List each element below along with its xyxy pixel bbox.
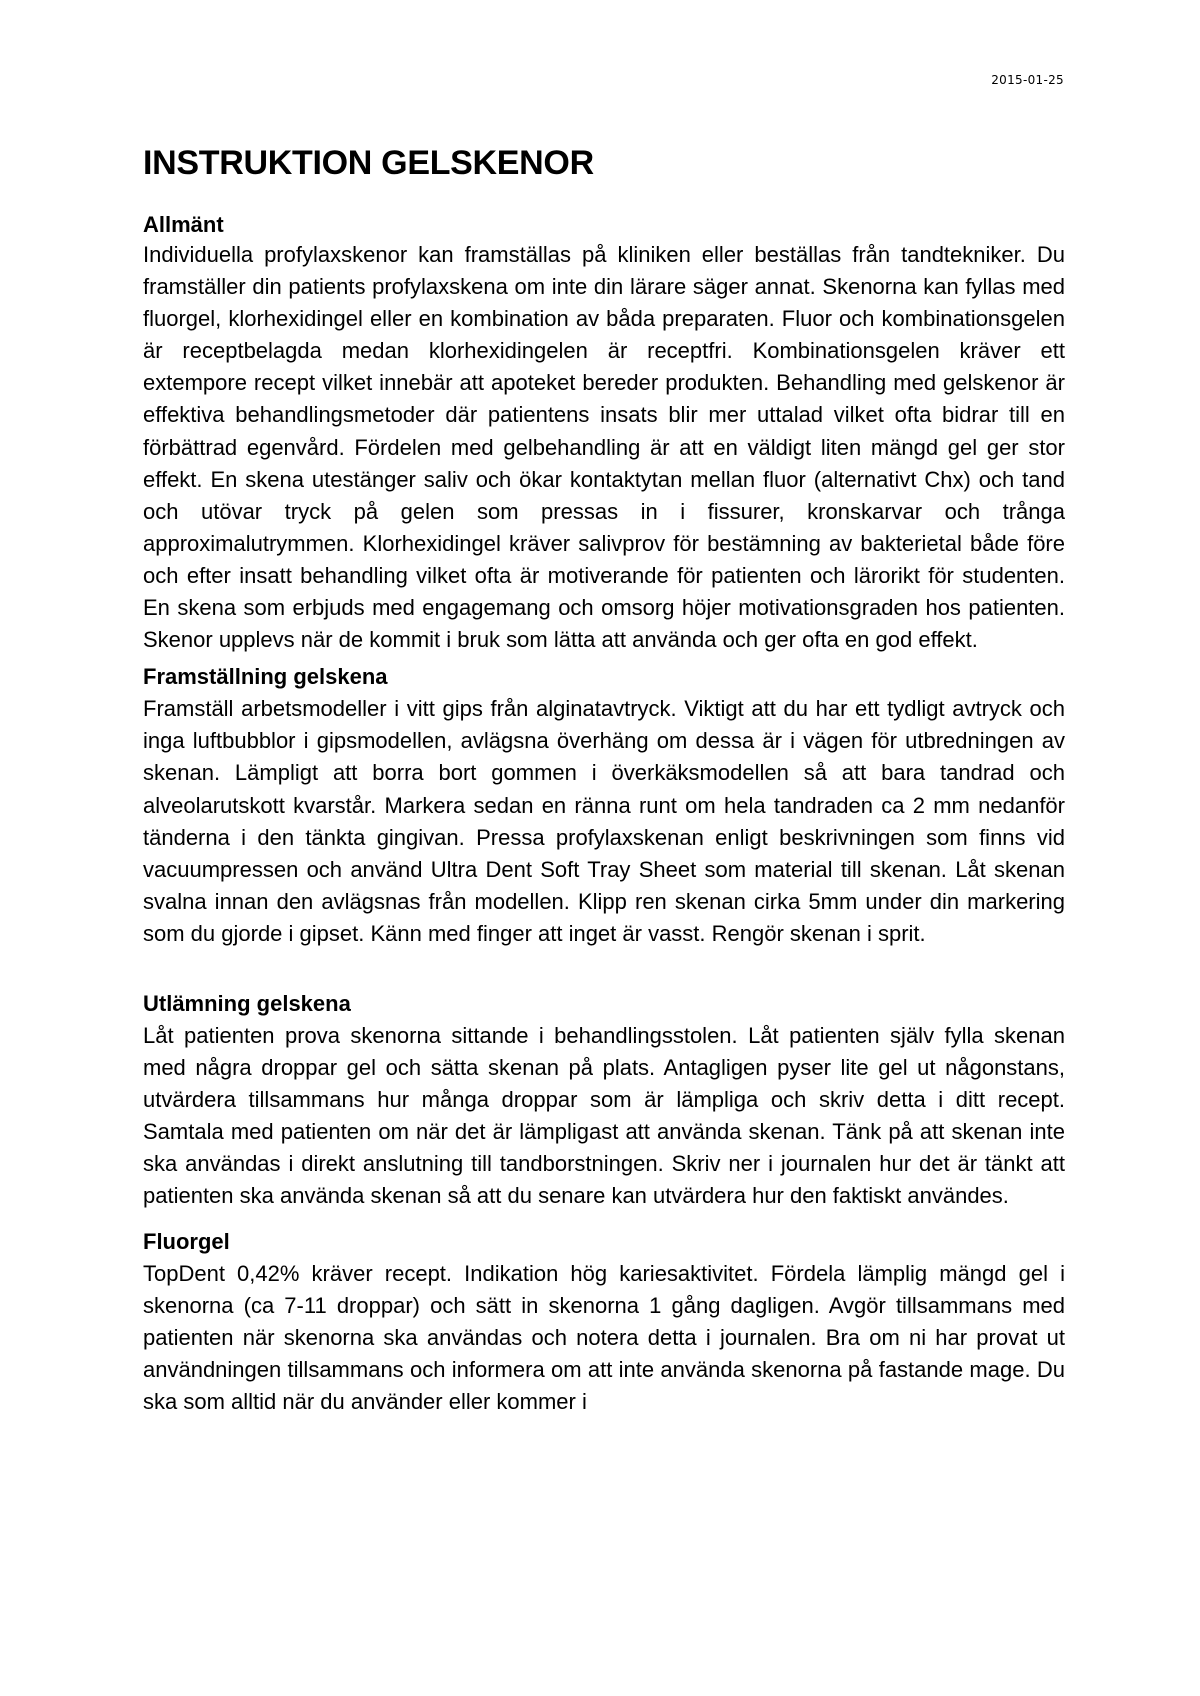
document-content xyxy=(143,142,1065,1418)
section-utlamning xyxy=(143,990,1065,1213)
section-heading: Fluorgel xyxy=(143,1228,230,1254)
section-heading: Utlämning gelskena xyxy=(143,990,351,1016)
section-allmant xyxy=(143,211,1065,656)
section-heading: Framställning gelskena xyxy=(143,664,388,690)
section-paragraph: TopDent 0,42% kräver recept. Indikation hög kariesaktivitet. Fördela lämplig mängd gel i skenorna (ca 7-11 droppar) och sätt in skenorna 1 gång dagligen. Avgör tillsammans med patienten när skenorna ska användas och notera detta i journalen. Bra om ni har provat ut användningen tillsammans och informera om att inte använda skenorna på fastande mage. Du ska som alltid när du använder eller kommer i xyxy=(143,1260,1065,1414)
section-paragraph: Individuella profylaxskenor kan framställas på kliniken eller beställas från tandtekniker. Du framställer din patients profylaxskena om inte din lärare säger annat. Skenorna kan fyllas med fluorgel, klorhexidingel eller en kombination av båda preparaten. Fluor och kombinationsgelen är receptbelagda medan klorhexidingelen är receptfri. Kombinationsgelen kräver ett extempore recept vilket innebär att apoteket bereder produkten. Behandling med gelskenor är effektiva behandlingsmetoder där patientens insats blir mer uttalad vilket ofta bidrar till en förbättrad egenvård. Fördelen med gelbehandling är att en väldigt liten mängd gel ger stor effekt. En skena utestänger saliv och ökar kontaktytan mellan fluor (alternativt Chx) och tand och utövar tryck på gelen som pressas in i fissurer, kronskarvar och trånga approximalutrymmen. Klorhexidingel kräver salivprov för bestämning av bakterietal både före och efter insatt behandling vilket ofta är motiverande för patienten och lärorikt för studenten. En skena som erbjuds med engagemang och omsorg höjer motivationsgraden hos patienten. Skenor upplevs när de kommit i bruk som lätta att använda och ger ofta en god effekt. xyxy=(143,242,1065,653)
section-paragraph: Framställ arbetsmodeller i vitt gips från alginatavtryck. Viktigt att du har ett tydligt avtryck och inga luftbubblor i gipsmodellen, avlägsna överhäng om dessa är i vägen för utbredningen av skenan. Lämpligt att borra bort gommen i överkäksmodellen så att bara tandrad och alveolarutskott kvarstår. Markera sedan en ränna runt om hela tandraden ca 2 mm nedanför tänderna i den tänkta gingivan. Pressa profylaxskenan enligt beskrivningen som finns vid vacuumpressen och använd Ultra Dent Soft Tray Sheet som material till skenan. Låt skenan svalna innan den avlägsnas från modellen. Klipp ren skenan cirka 5mm under din markering som du gjorde i gipset. Känn med finger att inget är vasst. Rengör skenan i sprit. xyxy=(143,696,1065,946)
section-heading: Allmänt xyxy=(143,212,224,237)
section-paragraph: Låt patienten prova skenorna sittande i behandlingsstolen. Låt patienten själv fylla skenan med några droppar gel och sätta skenan på plats. Antagligen pyser lite gel ut någonstans, utvärdera tillsammans hur många droppar som är lämpliga och skriv detta i ditt recept. Samtala med patienten om när det är lämpligast att använda skenan. Tänk på att skenan inte ska användas i direkt anslutning till tandborstningen. Skriv ner i journalen hur det är tänkt att patienten ska använda skenan så att du senare kan utvärdera hur den faktiskt användes. xyxy=(143,1022,1065,1209)
section-framstallning xyxy=(143,663,1065,950)
section-fluorgel xyxy=(143,1228,1065,1418)
document-date: 2015-01-25 xyxy=(991,73,1064,87)
document-title: INSTRUKTION GELSKENOR xyxy=(143,144,594,182)
